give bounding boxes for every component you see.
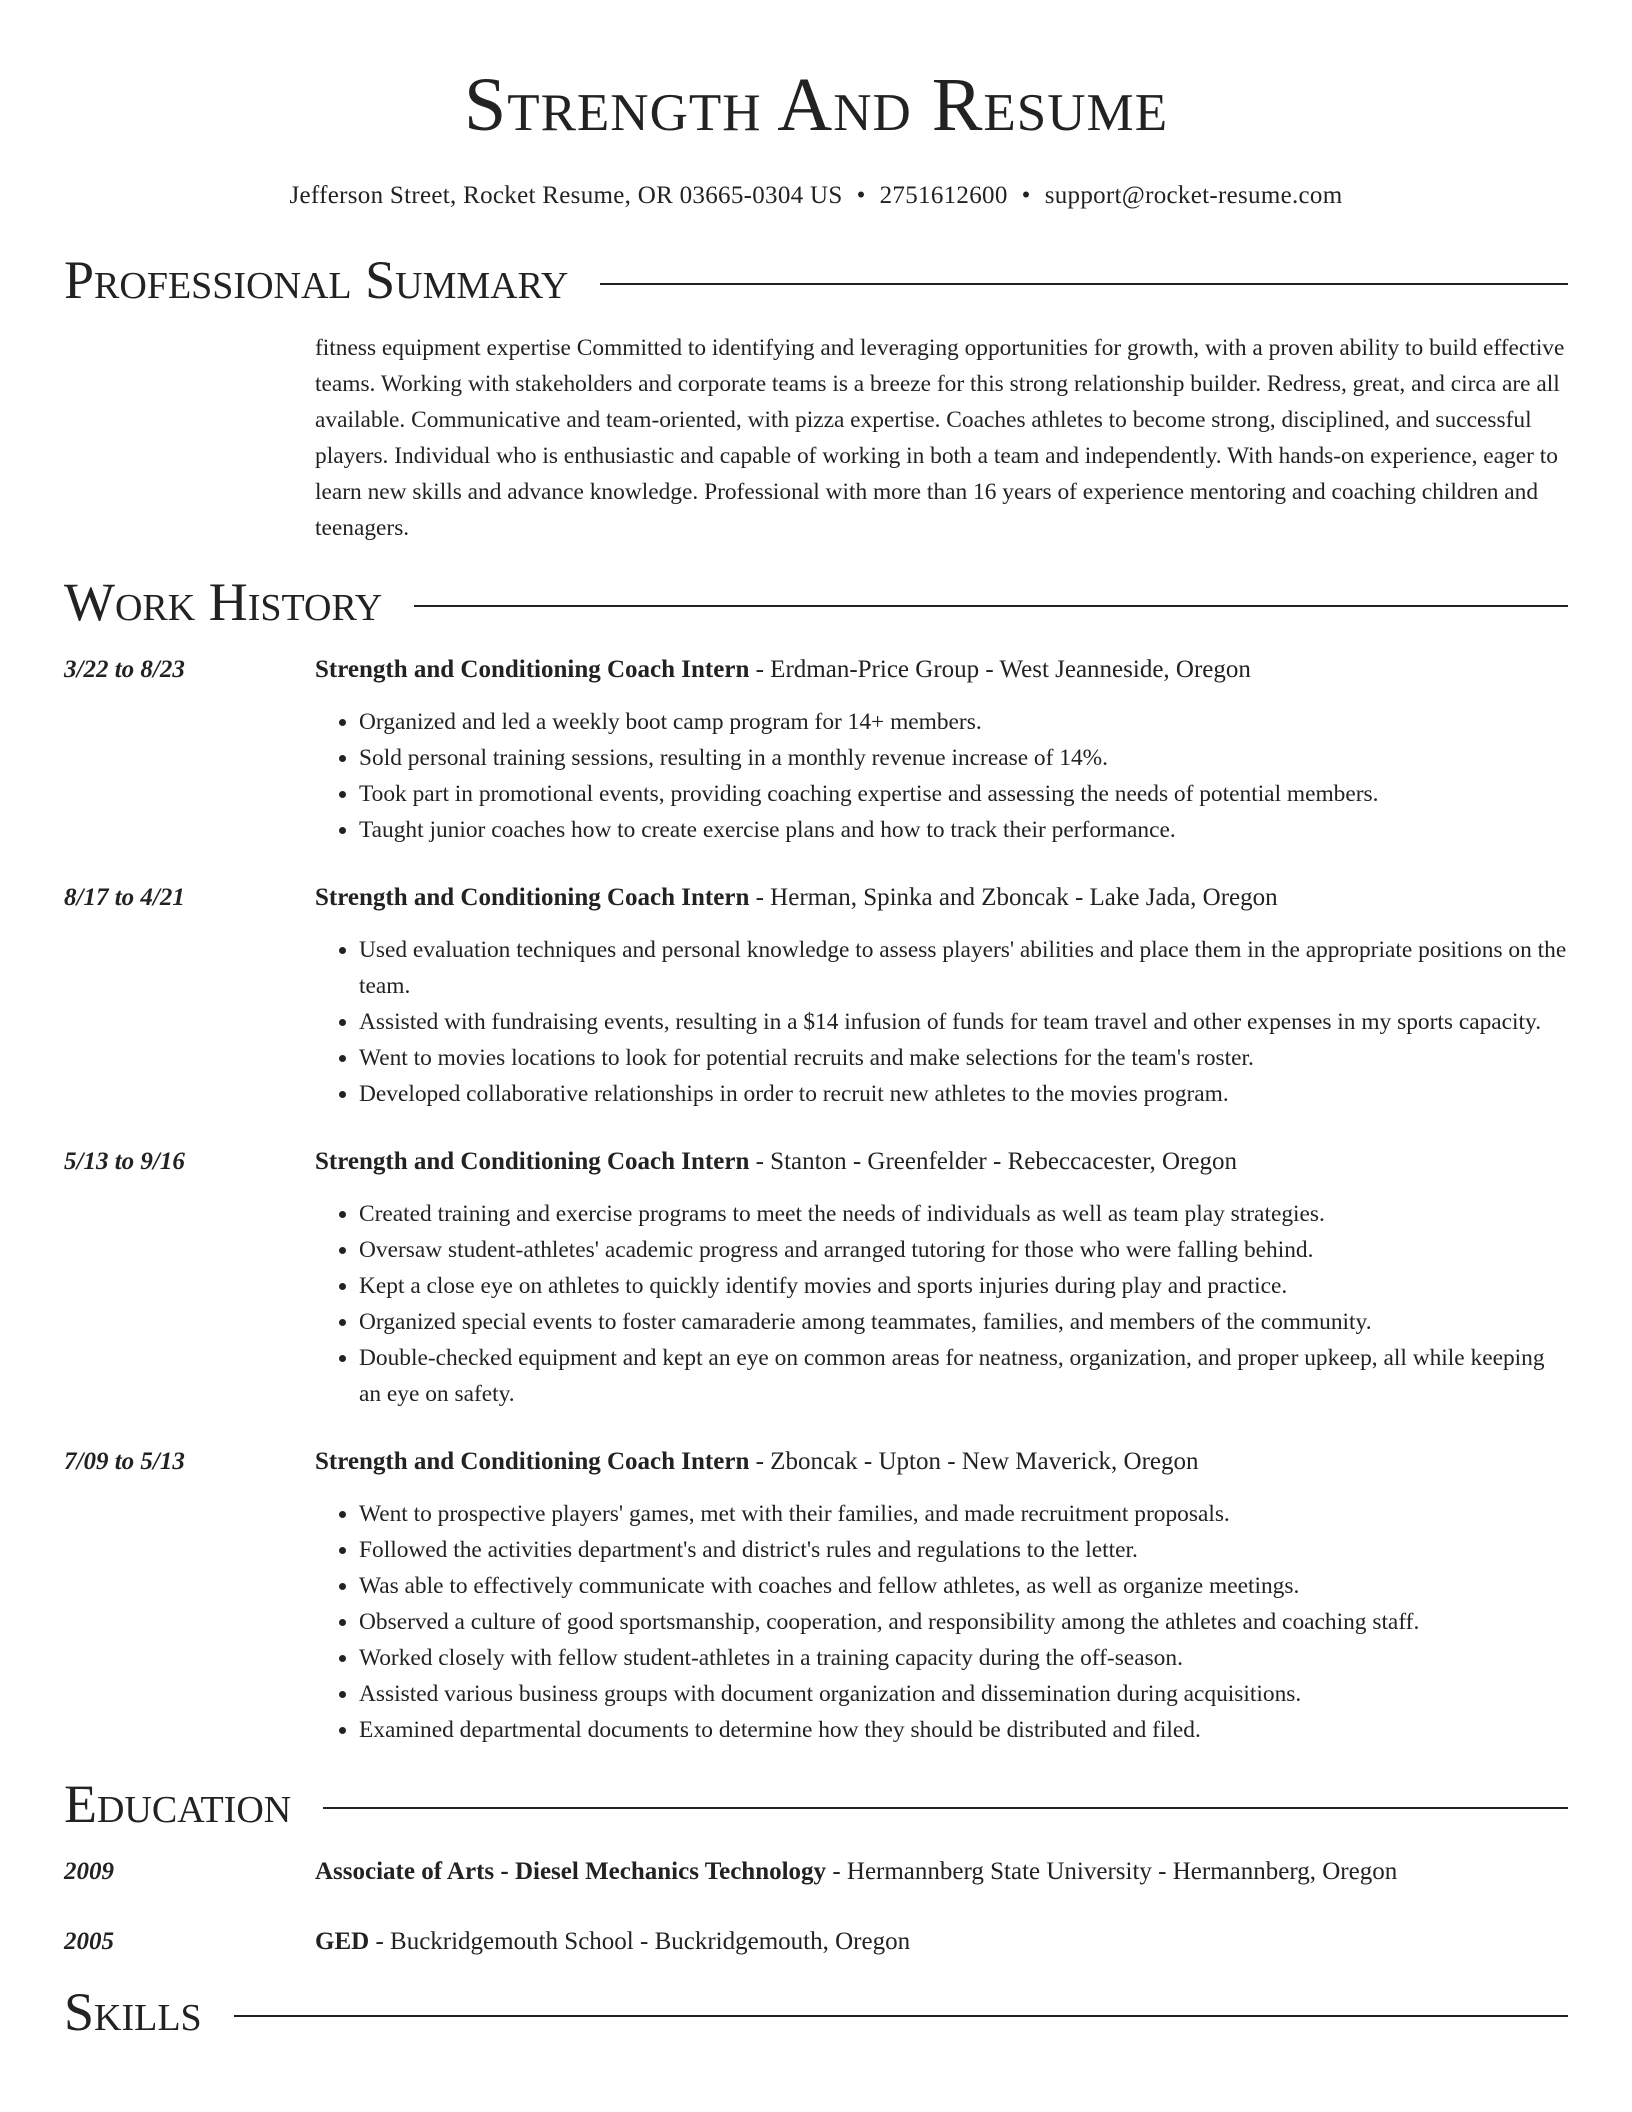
education-year: 2005 bbox=[64, 1928, 114, 1955]
job-bullet: • Went to movies locations to look for potential recruits and make selections for the team's roster. bbox=[359, 1040, 1568, 1076]
job-body bbox=[315, 652, 1568, 848]
job-employer: - Herman, Spinka and Zboncak - Lake Jada, Oregon bbox=[749, 884, 1278, 911]
education-section-header bbox=[64, 1774, 1568, 1834]
job-bullet: • Double-checked equipment and kept an eye on common areas for neatness, organization, and proper upkeep, all while keeping an eye on safety. bbox=[359, 1340, 1568, 1412]
job-bullets bbox=[315, 704, 1568, 848]
skills-section-header bbox=[64, 1982, 1568, 2042]
job-role: Strength and Conditioning Coach Intern bbox=[315, 884, 750, 911]
job-role: Strength and Conditioning Coach Intern bbox=[315, 656, 750, 683]
job-body bbox=[315, 1444, 1568, 1748]
job-bullet: • Used evaluation techniques and personal knowledge to assess players' abilities and place them in the appropriate positions on the team. bbox=[359, 932, 1568, 1004]
education-school: - Hermannberg State University - Hermannberg, Oregon bbox=[826, 1858, 1398, 1885]
section-divider bbox=[234, 2015, 1568, 2017]
job-bullet: • Worked closely with fellow student-athletes in a training capacity during the off-season. bbox=[359, 1640, 1568, 1676]
job-role: Strength and Conditioning Coach Intern bbox=[315, 1148, 750, 1175]
job-dates: 3/22 to 8/23 bbox=[64, 656, 185, 683]
job-entry bbox=[64, 1144, 1568, 1412]
contact-line bbox=[64, 180, 1568, 212]
job-body bbox=[315, 1144, 1568, 1412]
education-line bbox=[315, 1854, 1397, 1890]
job-entry bbox=[64, 1444, 1568, 1748]
work-section-title: Work History bbox=[64, 572, 383, 632]
job-title-line bbox=[315, 880, 1568, 916]
summary-section-header bbox=[64, 250, 1568, 310]
education-section-title: Education bbox=[64, 1774, 292, 1834]
job-bullet: • Assisted various business groups with document organization and dissemination during acquisitions. bbox=[359, 1676, 1568, 1712]
education-entry bbox=[64, 1854, 1568, 1890]
section-divider bbox=[323, 1807, 1568, 1809]
job-bullet: • Assisted with fundraising events, resulting in a $14 infusion of funds for team travel and other expenses in my sports capacity. bbox=[359, 1004, 1568, 1040]
education-degree: Associate of Arts - Diesel Mechanics Technology bbox=[315, 1858, 827, 1885]
job-bullets bbox=[315, 1196, 1568, 1412]
contact-separator: • bbox=[856, 182, 866, 209]
job-role: Strength and Conditioning Coach Intern bbox=[315, 1448, 750, 1475]
job-employer: - Stanton - Greenfelder - Rebeccacester, Oregon bbox=[749, 1148, 1238, 1175]
contact-phone: 2751612600 bbox=[879, 182, 1008, 209]
work-section-header bbox=[64, 572, 1568, 632]
education-line bbox=[315, 1924, 910, 1960]
job-bullet: • Developed collaborative relationships in order to recruit new athletes to the movies program. bbox=[359, 1076, 1568, 1112]
candidate-name: Strength And Resume bbox=[463, 63, 1169, 147]
job-bullets bbox=[315, 1496, 1568, 1748]
job-title-line bbox=[315, 1144, 1568, 1180]
contact-address: Jefferson Street, Rocket Resume, OR 03665-0304 US bbox=[289, 182, 843, 209]
job-bullets bbox=[315, 932, 1568, 1112]
job-bullet: • Observed a culture of good sportsmanship, cooperation, and responsibility among the athletes and coaching staff. bbox=[359, 1604, 1568, 1640]
job-bullet: • Examined departmental documents to determine how they should be distributed and filed. bbox=[359, 1712, 1568, 1748]
job-dates: 8/17 to 4/21 bbox=[64, 884, 185, 911]
job-body bbox=[315, 880, 1568, 1112]
job-bullet: • Kept a close eye on athletes to quickly identify movies and sports injuries during play and practice. bbox=[359, 1268, 1568, 1304]
job-bullet: • Sold personal training sessions, resulting in a monthly revenue increase of 14%. bbox=[359, 740, 1568, 776]
job-bullet: • Taught junior coaches how to create exercise plans and how to track their performance. bbox=[359, 812, 1568, 848]
job-bullet: • Organized and led a weekly boot camp program for 14+ members. bbox=[359, 704, 1568, 740]
job-title-line bbox=[315, 1444, 1568, 1480]
job-dates: 5/13 to 9/16 bbox=[64, 1148, 185, 1175]
section-divider bbox=[414, 605, 1568, 607]
resume-header bbox=[64, 0, 1568, 212]
job-bullet: • Organized special events to foster camaraderie among teammates, families, and members of the community. bbox=[359, 1304, 1568, 1340]
education-year: 2009 bbox=[64, 1858, 114, 1885]
job-entry bbox=[64, 652, 1568, 848]
summary-text: fitness equipment expertise Committed to identifying and leveraging opportunities for growth, with a proven ability to build effective teams. Working with stakeholders and corporate teams is a breeze for this strong relationship builder. Redress, great, and circa are all available. Communicative and team-oriented, with pizza expertise. Coaches athletes to become strong, disciplined, and successful players. Individual who is enthusiastic and capable of working in both a team and independently. With hands-on experience, eager to learn new skills and advance knowledge. Professional with more than 16 years of experience mentoring and coaching children and teenagers. bbox=[315, 335, 1565, 541]
job-bullet: • Went to prospective players' games, met with their families, and made recruitment proposals. bbox=[359, 1496, 1568, 1532]
contact-separator: • bbox=[1021, 182, 1031, 209]
job-dates: 7/09 to 5/13 bbox=[64, 1448, 185, 1475]
education-degree: GED bbox=[315, 1928, 370, 1955]
job-bullet: • Oversaw student-athletes' academic progress and arranged tutoring for those who were falling behind. bbox=[359, 1232, 1568, 1268]
job-bullet: • Created training and exercise programs to meet the needs of individuals as well as team play strategies. bbox=[359, 1196, 1568, 1232]
education-entry bbox=[64, 1924, 1568, 1960]
job-employer: - Erdman-Price Group - West Jeanneside, Oregon bbox=[749, 656, 1251, 683]
job-bullet: • Followed the activities department's and district's rules and regulations to the letter. bbox=[359, 1532, 1568, 1568]
job-entry bbox=[64, 880, 1568, 1112]
summary-section-title: Professional Summary bbox=[64, 250, 569, 310]
education-school: - Buckridgemouth School - Buckridgemouth, Oregon bbox=[369, 1928, 911, 1955]
job-title-line bbox=[315, 652, 1568, 688]
section-divider bbox=[600, 283, 1568, 285]
contact-email: support@rocket-resume.com bbox=[1044, 182, 1343, 209]
job-employer: - Zboncak - Upton - New Maverick, Oregon bbox=[749, 1448, 1199, 1475]
job-bullet: • Took part in promotional events, providing coaching expertise and assessing the needs of potential members. bbox=[359, 776, 1568, 812]
skills-section-title: Skills bbox=[64, 1982, 202, 2042]
job-bullet: • Was able to effectively communicate with coaches and fellow athletes, as well as organize meetings. bbox=[359, 1568, 1568, 1604]
